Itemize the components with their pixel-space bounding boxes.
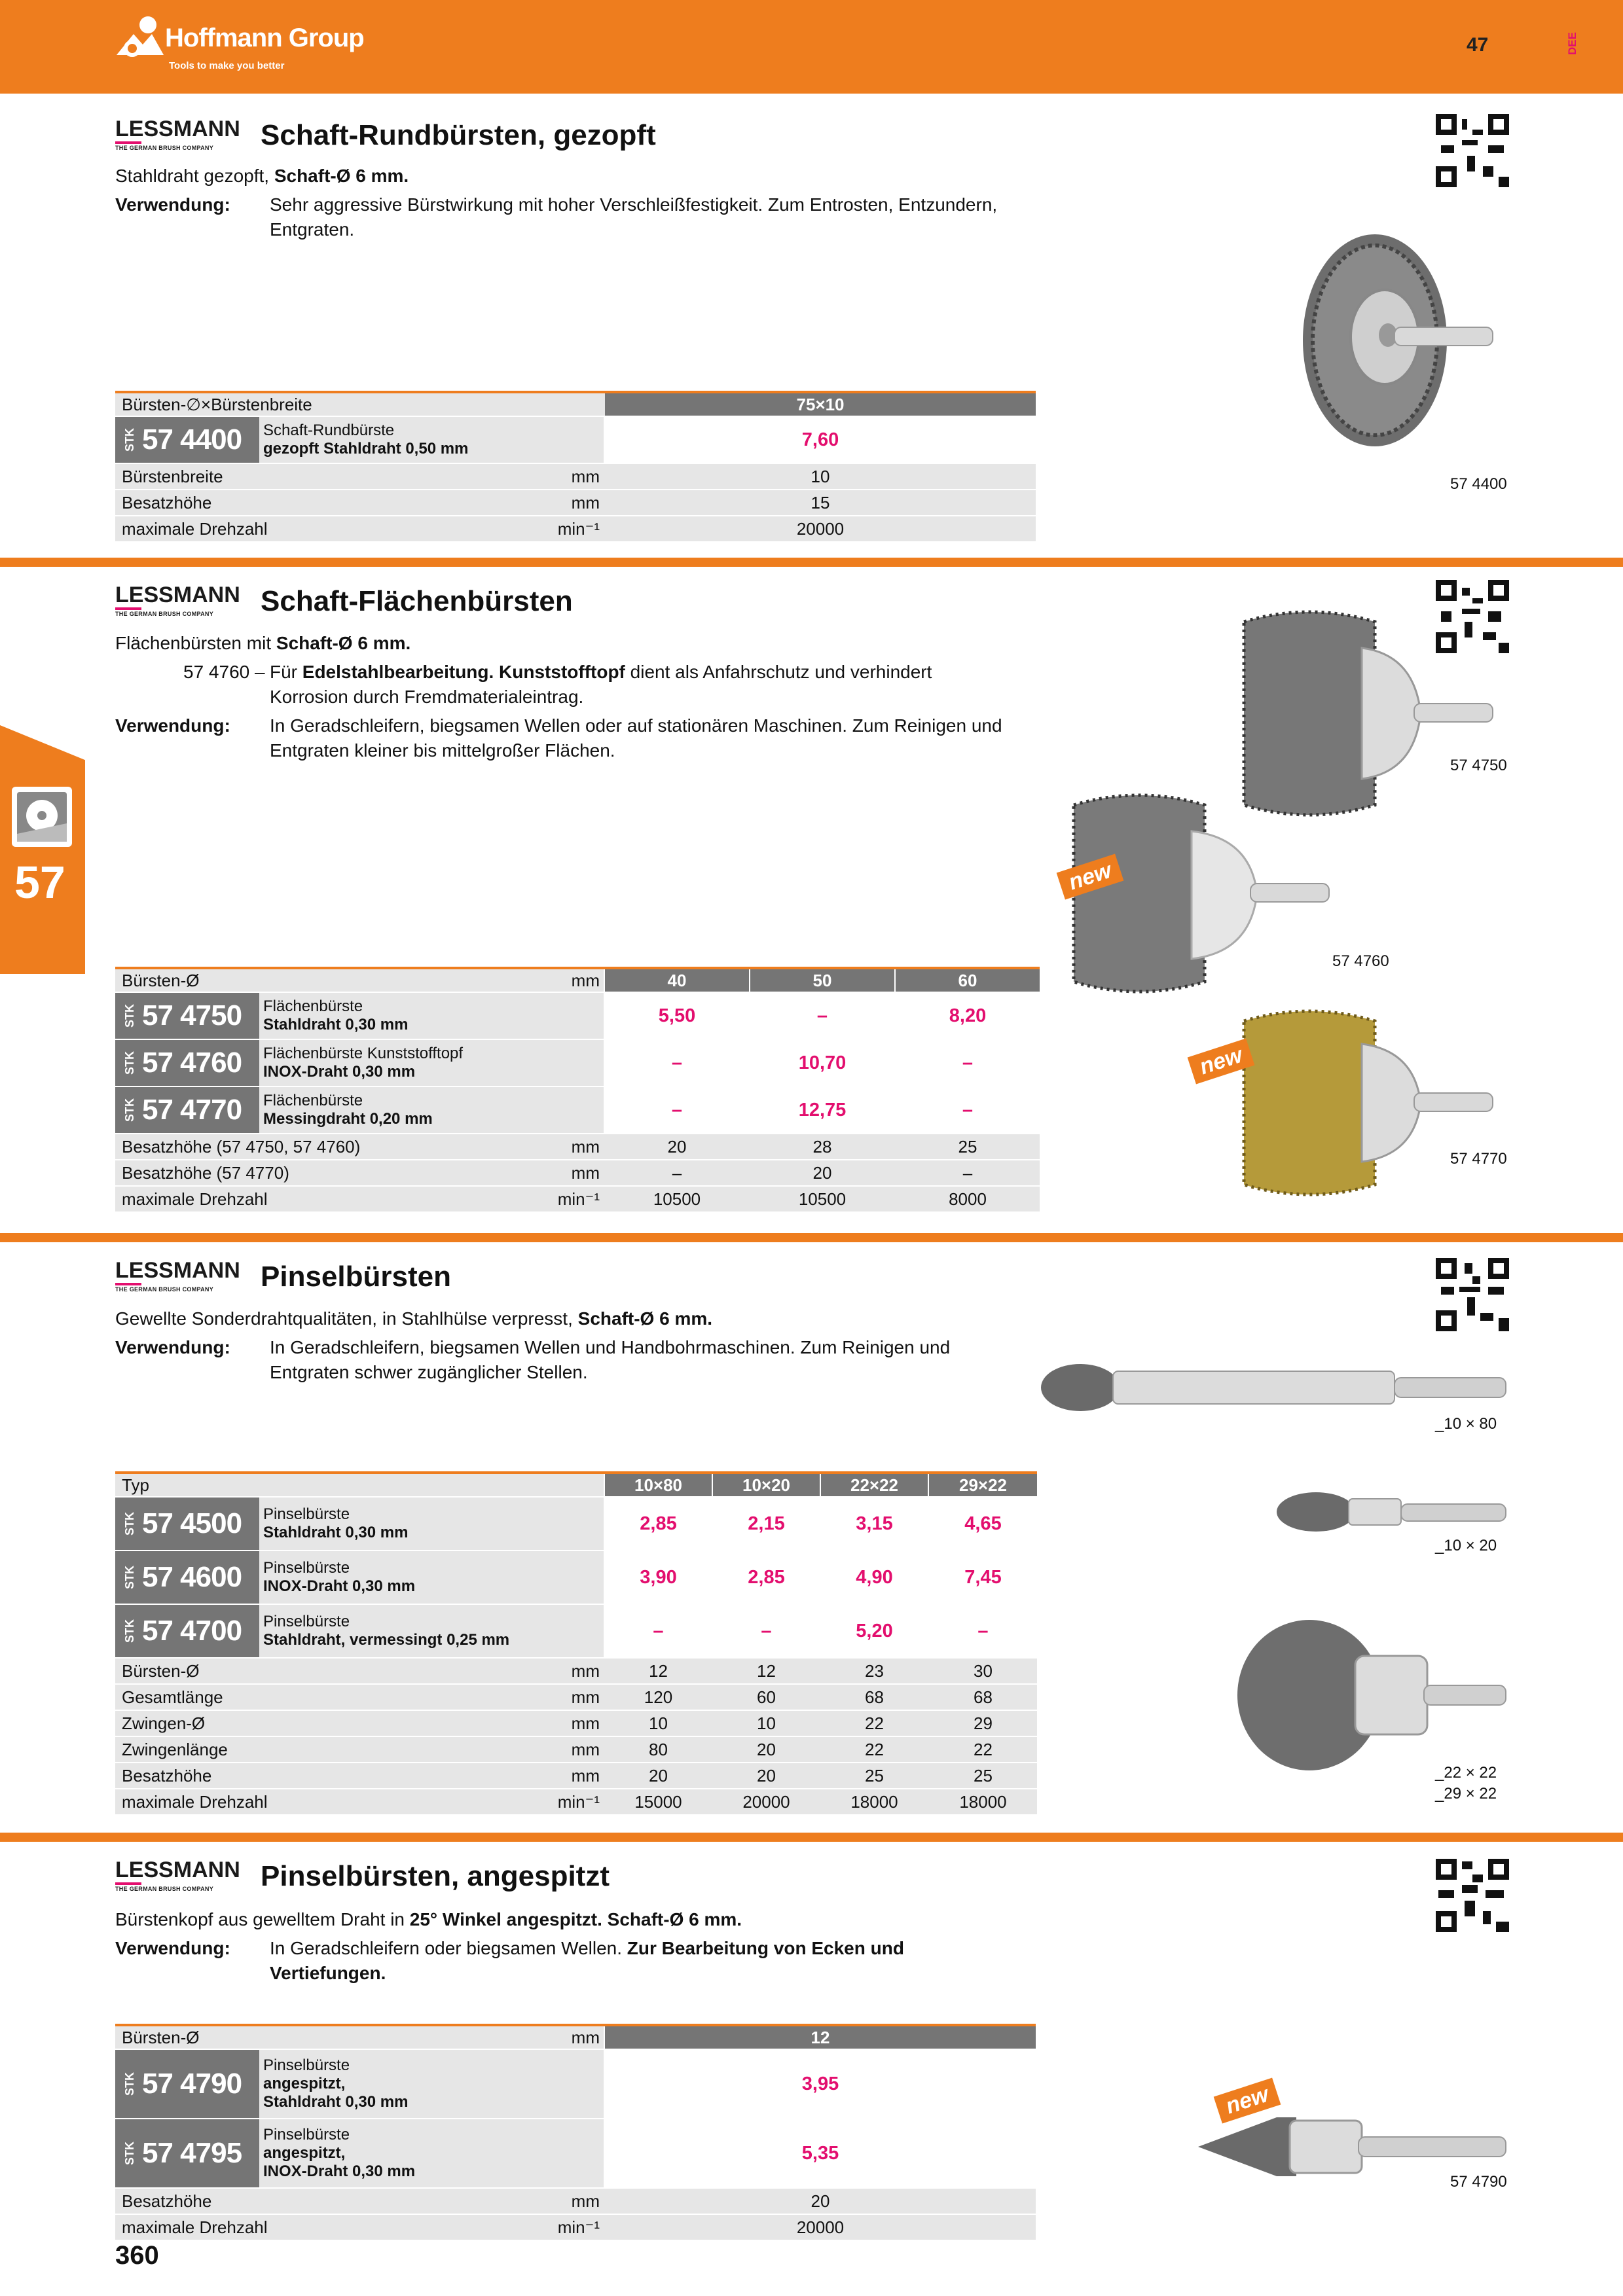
spec-label: Bürsten-Ø bbox=[122, 1660, 200, 1681]
product-description: Pinselbürste Stahldraht, vermessingt 0,25 mm bbox=[259, 1605, 604, 1657]
section-title: Pinselbürsten bbox=[261, 1261, 451, 1293]
spec-label: Zwingenlänge bbox=[122, 1739, 228, 1759]
price: 8,20 bbox=[949, 1005, 987, 1026]
spec-label: maximale Drehzahl bbox=[122, 518, 268, 539]
spec-value: 29 bbox=[974, 1713, 993, 1733]
table-column-header: 60 bbox=[896, 969, 1040, 992]
spec-label: Bürstenbreite bbox=[122, 466, 223, 486]
product-description: Flächenbürste Kunststofftopf INOX-Draht 0,30 mm bbox=[259, 1040, 604, 1086]
spec-value: 20000 bbox=[742, 1791, 790, 1812]
spec-label: Zwingen-Ø bbox=[122, 1713, 206, 1733]
price: – bbox=[962, 1052, 974, 1073]
spec-value: 20000 bbox=[796, 518, 845, 539]
image-caption: 57 4400 bbox=[1450, 475, 1507, 493]
table-column-header: 10×20 bbox=[713, 1474, 820, 1496]
price: – bbox=[962, 1099, 974, 1121]
product-image-pencil-brush-10x20 bbox=[1277, 1486, 1512, 1538]
spec-label: Besatzhöhe bbox=[122, 492, 212, 512]
product-table bbox=[115, 967, 1040, 1217]
product-table bbox=[115, 2024, 1036, 2237]
spec-value: 15000 bbox=[634, 1791, 682, 1812]
usage-label: Verwendung: bbox=[115, 194, 230, 215]
spec-unit: min⁻¹ bbox=[557, 518, 600, 539]
product-table bbox=[115, 1471, 1037, 1816]
spec-label: Besatzhöhe (57 4770) bbox=[122, 1162, 289, 1183]
product-description: Pinselbürste angespitzt, Stahldraht 0,30 mm bbox=[259, 2050, 604, 2118]
product-image-pencil-brush-22x22 bbox=[1237, 1617, 1512, 1774]
table-head-label: Typ bbox=[115, 1474, 604, 1496]
spec-value: 18000 bbox=[850, 1791, 898, 1812]
price: 3,95 bbox=[801, 2073, 839, 2094]
new-badge: new bbox=[1057, 854, 1124, 900]
price: – bbox=[671, 1099, 683, 1121]
price: 4,65 bbox=[964, 1513, 1002, 1534]
spec-value: 25 bbox=[958, 1136, 977, 1157]
section-divider bbox=[0, 1833, 1623, 1842]
brand-logo: LESSMANN THE GERMAN BRUSH COMPANY bbox=[115, 583, 240, 617]
article-note-prefix: 57 4760 – bbox=[183, 662, 265, 682]
spec-value: 25 bbox=[865, 1765, 884, 1785]
spec-label: maximale Drehzahl bbox=[122, 1791, 268, 1812]
image-caption: 57 4790 bbox=[1450, 2173, 1507, 2191]
table-column-header: 22×22 bbox=[821, 1474, 928, 1496]
price: 10,70 bbox=[798, 1052, 847, 1073]
hoffmann-logo-icon bbox=[114, 14, 166, 59]
table-head-label: Bürsten-Ø bbox=[115, 969, 604, 992]
new-badge: new bbox=[1188, 1039, 1255, 1085]
image-caption: _10 × 80 bbox=[1435, 1415, 1497, 1433]
spec-unit: mm bbox=[571, 1660, 600, 1681]
new-badge: new bbox=[1214, 2078, 1281, 2124]
section-intro: Flächenbürsten mit Schaft-Ø 6 mm. bbox=[115, 633, 411, 653]
spec-value: 68 bbox=[865, 1687, 884, 1707]
spec-value: 10500 bbox=[798, 1189, 847, 1209]
spec-value: 10500 bbox=[653, 1189, 701, 1209]
spec-value: 12 bbox=[649, 1660, 668, 1681]
spec-unit: min⁻¹ bbox=[557, 2217, 600, 2237]
price: 4,90 bbox=[856, 1566, 893, 1588]
price: 7,60 bbox=[801, 429, 839, 450]
article-number[interactable]: STK 57 4400 bbox=[115, 417, 259, 463]
article-note: Für Edelstahlbearbeitung. Kunststofftopf dient als Anfahrschutz und verhindert Korrosion durch Fremdmaterialeintrag. bbox=[270, 662, 932, 707]
price: – bbox=[816, 1005, 828, 1026]
image-caption: _29 × 22 bbox=[1435, 1785, 1497, 1803]
spec-value: 30 bbox=[974, 1660, 993, 1681]
price: 2,85 bbox=[640, 1513, 677, 1534]
spec-value: 22 bbox=[974, 1739, 993, 1759]
section-intro: Bürstenkopf aus gewelltem Draht in 25° Winkel angespitzt. Schaft-Ø 6 mm. bbox=[115, 1909, 742, 1929]
price: 3,15 bbox=[856, 1513, 893, 1534]
article-number[interactable]: STK 57 4500 bbox=[115, 1498, 259, 1550]
product-image-pencil-brush-10x80 bbox=[1041, 1358, 1512, 1417]
article-number[interactable]: STK 57 4770 bbox=[115, 1087, 259, 1133]
brand-logo: LESSMANN THE GERMAN BRUSH COMPANY bbox=[115, 117, 240, 151]
price: – bbox=[977, 1620, 989, 1641]
spec-value: 10 bbox=[649, 1713, 668, 1733]
spec-label: Besatzhöhe bbox=[122, 2191, 212, 2211]
spec-value: 22 bbox=[865, 1739, 884, 1759]
spec-value: 10 bbox=[757, 1713, 776, 1733]
spec-value: 20 bbox=[811, 2191, 830, 2211]
spec-value: 20 bbox=[757, 1765, 776, 1785]
usage-label: Verwendung: bbox=[115, 1938, 230, 1958]
product-description: Flächenbürste Stahldraht 0,30 mm bbox=[259, 993, 604, 1039]
price: 12,75 bbox=[798, 1099, 847, 1121]
section-title: Schaft-Flächenbürsten bbox=[261, 585, 573, 617]
spec-label: Gesamtlänge bbox=[122, 1687, 223, 1707]
brand-logo: LESSMANN THE GERMAN BRUSH COMPANY bbox=[115, 1258, 240, 1293]
qr-code-icon bbox=[1436, 1859, 1509, 1932]
price: 7,45 bbox=[964, 1566, 1002, 1588]
table-column-header: 10×80 bbox=[605, 1474, 712, 1496]
product-image-cup-brush-4770 bbox=[1231, 1008, 1506, 1211]
spec-value: 80 bbox=[649, 1739, 668, 1759]
section-divider bbox=[0, 1233, 1623, 1242]
section-intro: Stahldraht gezopft, Schaft-Ø 6 mm. bbox=[115, 166, 409, 186]
usage-text: Sehr aggressive Bürstwirkung mit hoher Verschleißfestigkeit. Zum Entrosten, Entzundern, Entgraten. bbox=[270, 194, 998, 240]
usage-label: Verwendung: bbox=[115, 1337, 230, 1357]
table-column-header: 29×22 bbox=[929, 1474, 1037, 1496]
product-description: Flächenbürste Messingdraht 0,20 mm bbox=[259, 1087, 604, 1133]
product-description: Schaft-Rundbürste gezopft Stahldraht 0,50 mm bbox=[259, 417, 604, 463]
usage-label: Verwendung: bbox=[115, 715, 230, 736]
table-column-header: 75×10 bbox=[605, 393, 1036, 416]
price: – bbox=[761, 1620, 772, 1641]
price: 2,85 bbox=[748, 1566, 785, 1588]
brand-logo: LESSMANN THE GERMAN BRUSH COMPANY bbox=[115, 1857, 240, 1892]
spec-value: 120 bbox=[644, 1687, 673, 1707]
spec-value: 28 bbox=[812, 1136, 832, 1157]
table-head-unit: mm bbox=[538, 969, 604, 992]
spec-value: – bbox=[672, 1162, 682, 1183]
product-description: Pinselbürste angespitzt, INOX-Draht 0,30 mm bbox=[259, 2119, 604, 2187]
article-number[interactable]: STK 57 4790 bbox=[115, 2050, 259, 2118]
article-number[interactable]: STK 57 4795 bbox=[115, 2119, 259, 2187]
section-title: Schaft-Rundbürsten, gezopft bbox=[261, 119, 656, 151]
spec-value: 18000 bbox=[959, 1791, 1007, 1812]
logo-text: Hoffmann Group bbox=[165, 24, 364, 52]
article-number[interactable]: STK 57 4750 bbox=[115, 993, 259, 1039]
table-column-header: 40 bbox=[605, 969, 749, 992]
table-head-label: Bürsten-Ø bbox=[115, 2026, 604, 2049]
usage-text: In Geradschleifern, biegsamen Wellen oder auf stationären Maschinen. Zum Reinigen und Entgraten kleiner bis mittelgroßer Flächen. bbox=[270, 715, 1002, 761]
article-number[interactable]: STK 57 4760 bbox=[115, 1040, 259, 1086]
spec-unit: mm bbox=[571, 1162, 600, 1183]
price: 5,35 bbox=[801, 2142, 839, 2164]
chapter-number: 57 bbox=[14, 857, 65, 908]
spec-value: 20 bbox=[649, 1765, 668, 1785]
spec-unit: mm bbox=[571, 1136, 600, 1157]
image-caption: 57 4750 bbox=[1450, 757, 1507, 774]
table-head-label: Bürsten-∅×Bürstenbreite bbox=[115, 393, 604, 416]
section-intro: Gewellte Sonderdrahtqualitäten, in Stahlhülse verpresst, Schaft-Ø 6 mm. bbox=[115, 1308, 713, 1329]
spec-value: 22 bbox=[865, 1713, 884, 1733]
catalog-page-number: 47 bbox=[1467, 34, 1489, 56]
price: 2,15 bbox=[748, 1513, 785, 1534]
price: 5,50 bbox=[658, 1005, 696, 1026]
article-number[interactable]: STK 57 4600 bbox=[115, 1551, 259, 1604]
spec-value: 20000 bbox=[796, 2217, 845, 2237]
qr-code-icon bbox=[1436, 1258, 1509, 1331]
price: 5,20 bbox=[856, 1620, 893, 1641]
spec-unit: mm bbox=[571, 466, 600, 486]
logo-tagline: Tools to make you better bbox=[169, 60, 285, 71]
spec-unit: mm bbox=[571, 1739, 600, 1759]
spec-unit: min⁻¹ bbox=[557, 1791, 600, 1812]
spec-label: maximale Drehzahl bbox=[122, 2217, 268, 2237]
section-title: Pinselbürsten, angespitzt bbox=[261, 1860, 610, 1892]
product-image-round-brush bbox=[1296, 216, 1512, 465]
spec-unit: mm bbox=[571, 1765, 600, 1785]
spec-value: 68 bbox=[974, 1687, 993, 1707]
product-image-cup-brush-4760 bbox=[1061, 792, 1336, 1008]
spec-value: 60 bbox=[757, 1687, 776, 1707]
spec-value: 20 bbox=[757, 1739, 776, 1759]
spec-value: – bbox=[962, 1162, 973, 1183]
product-description: Pinselbürste Stahldraht 0,30 mm bbox=[259, 1498, 604, 1550]
spec-unit: mm bbox=[571, 1713, 600, 1733]
table-column-header: 12 bbox=[605, 2026, 1036, 2049]
price: – bbox=[653, 1620, 664, 1641]
spec-value: 23 bbox=[865, 1660, 884, 1681]
spec-unit: mm bbox=[571, 2191, 600, 2211]
product-description: Pinselbürste INOX-Draht 0,30 mm bbox=[259, 1551, 604, 1604]
spec-value: 10 bbox=[811, 466, 830, 486]
product-table bbox=[115, 391, 1036, 543]
spec-unit: min⁻¹ bbox=[557, 1189, 600, 1209]
image-caption: 57 4760 bbox=[1332, 952, 1389, 970]
table-head-unit: mm bbox=[538, 2026, 604, 2049]
spec-value: 20 bbox=[812, 1162, 832, 1183]
chapter-tab bbox=[0, 725, 85, 974]
spec-unit: mm bbox=[571, 1687, 600, 1707]
table-column-header: 50 bbox=[750, 969, 894, 992]
spec-unit: mm bbox=[571, 492, 600, 512]
grinding-disc-icon bbox=[12, 787, 72, 847]
article-number[interactable]: STK 57 4700 bbox=[115, 1605, 259, 1657]
spec-value: 12 bbox=[757, 1660, 776, 1681]
qr-code-icon bbox=[1436, 114, 1509, 187]
spec-value: 20 bbox=[667, 1136, 687, 1157]
spec-label: maximale Drehzahl bbox=[122, 1189, 268, 1209]
price: – bbox=[671, 1052, 683, 1073]
price: 3,90 bbox=[640, 1566, 677, 1588]
spec-label: Besatzhöhe (57 4750, 57 4760) bbox=[122, 1136, 361, 1157]
image-caption: _22 × 22 bbox=[1435, 1764, 1497, 1782]
usage-text: In Geradschleifern oder biegsamen Wellen. Zur Bearbeitung von Ecken und Vertiefungen. bbox=[270, 1938, 904, 1983]
page-number: 360 bbox=[115, 2241, 159, 2270]
language-code: DEE bbox=[1566, 32, 1578, 55]
spec-label: Besatzhöhe bbox=[122, 1765, 212, 1785]
section-divider bbox=[0, 558, 1623, 567]
usage-text: In Geradschleifern, biegsamen Wellen und Handbohrmaschinen. Zum Reinigen und Entgraten schwer zugänglicher Stellen. bbox=[270, 1337, 951, 1382]
spec-value: 25 bbox=[974, 1765, 993, 1785]
image-caption: 57 4770 bbox=[1450, 1150, 1507, 1168]
image-caption: _10 × 20 bbox=[1435, 1537, 1497, 1554]
spec-value: 15 bbox=[811, 492, 830, 512]
spec-value: 8000 bbox=[949, 1189, 987, 1209]
